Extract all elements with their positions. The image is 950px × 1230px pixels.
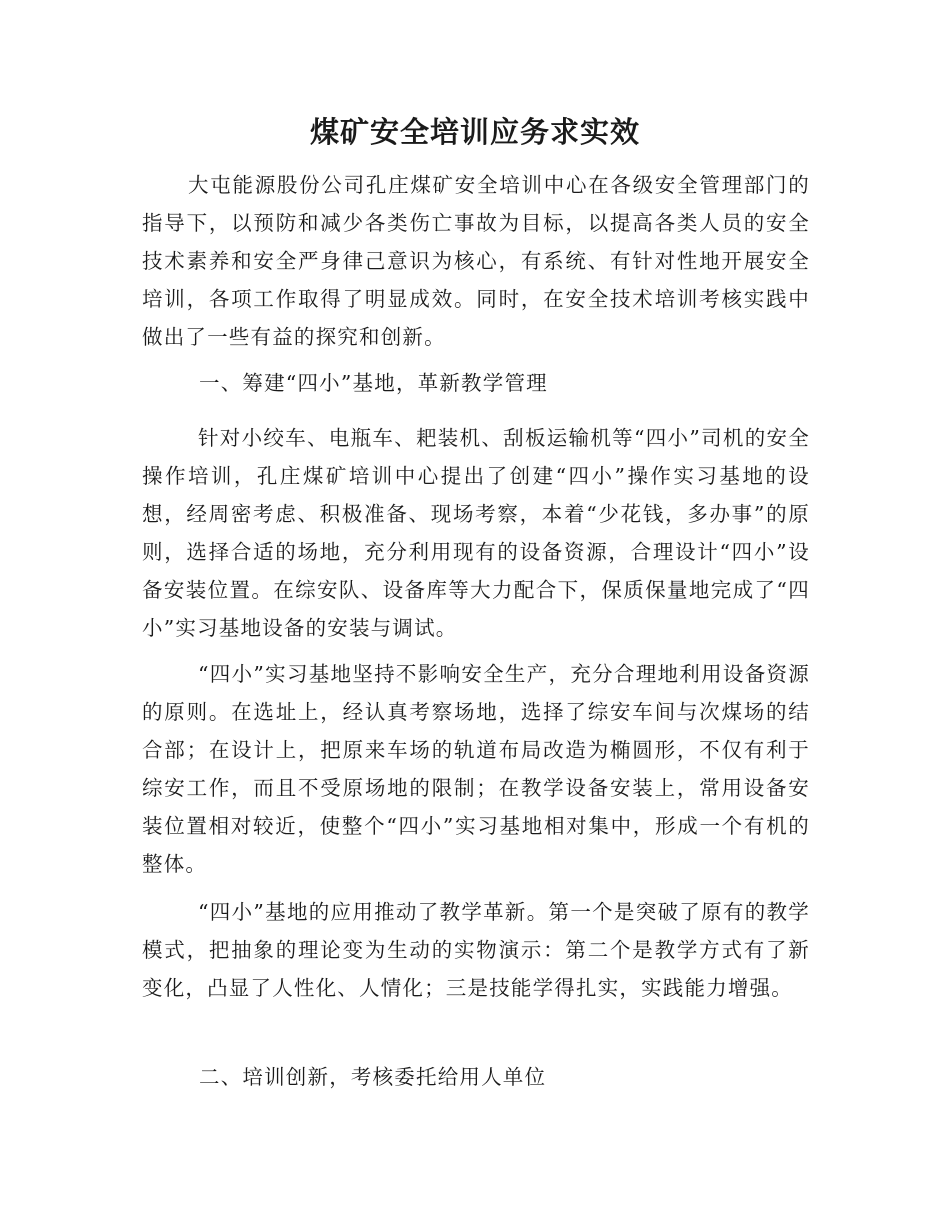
section-heading-1: 一、筹建“四小”基地，革新教学管理 (199, 371, 548, 395)
section-heading-2: 二、培训创新，考核委托给用人单位 (199, 1065, 547, 1089)
paragraph-teaching-innovation: “四小”基地的应用推动了教学革新。第一个是突破了原有的教学模式，把抽象的理论变为生动的实物演示：第二个是教学方式有了新变化，凸显了人性化、人情化；三是技能学得扎实，实践能力增强。 (142, 900, 810, 1000)
paragraph-four-small-base: 针对小绞车、电瓶车、耙装机、刮板运输机等“四小”司机的安全操作培训，孔庄煤矿培训中心提出了创建“四小”操作实习基地的设想，经周密考虑、积极准备、现场考察，本着“少花钱，多办事”的原则，选择合适的场地，充分利用现有的设备资源，合理设计“四小”设备安装位置。在综安队、设备库等大力配合下，保质保量地完成了“四小”实习基地设备的安装与调试。 (142, 426, 810, 640)
intro-paragraph: 大屯能源股份公司孔庄煤矿安全培训中心在各级安全管理部门的指导下，以预防和减少各类伤亡事故为目标，以提高各类人员的安全技术素养和安全严身律己意识为核心，有系统、有针对性地开展安全培训，各项工作取得了明显成效。同时，在安全技术培训考核实践中做出了一些有益的探究和创新。 (142, 173, 810, 349)
paragraph-site-principles: “四小”实习基地坚持不影响安全生产，充分合理地利用设备资源的原则。在选址上，经认真考察场地，选择了综安车间与次煤场的结合部；在设计上，把原来车场的轨道布局改造为椭圆形，不仅有利于综安工作，而且不受原场地的限制；在教学设备安装上，常用设备安装位置相对较近，使整个“四小”实习基地相对集中，形成一个有机的整体。 (142, 662, 810, 876)
document-title: 煤矿安全培训应务求实效 (309, 115, 640, 149)
